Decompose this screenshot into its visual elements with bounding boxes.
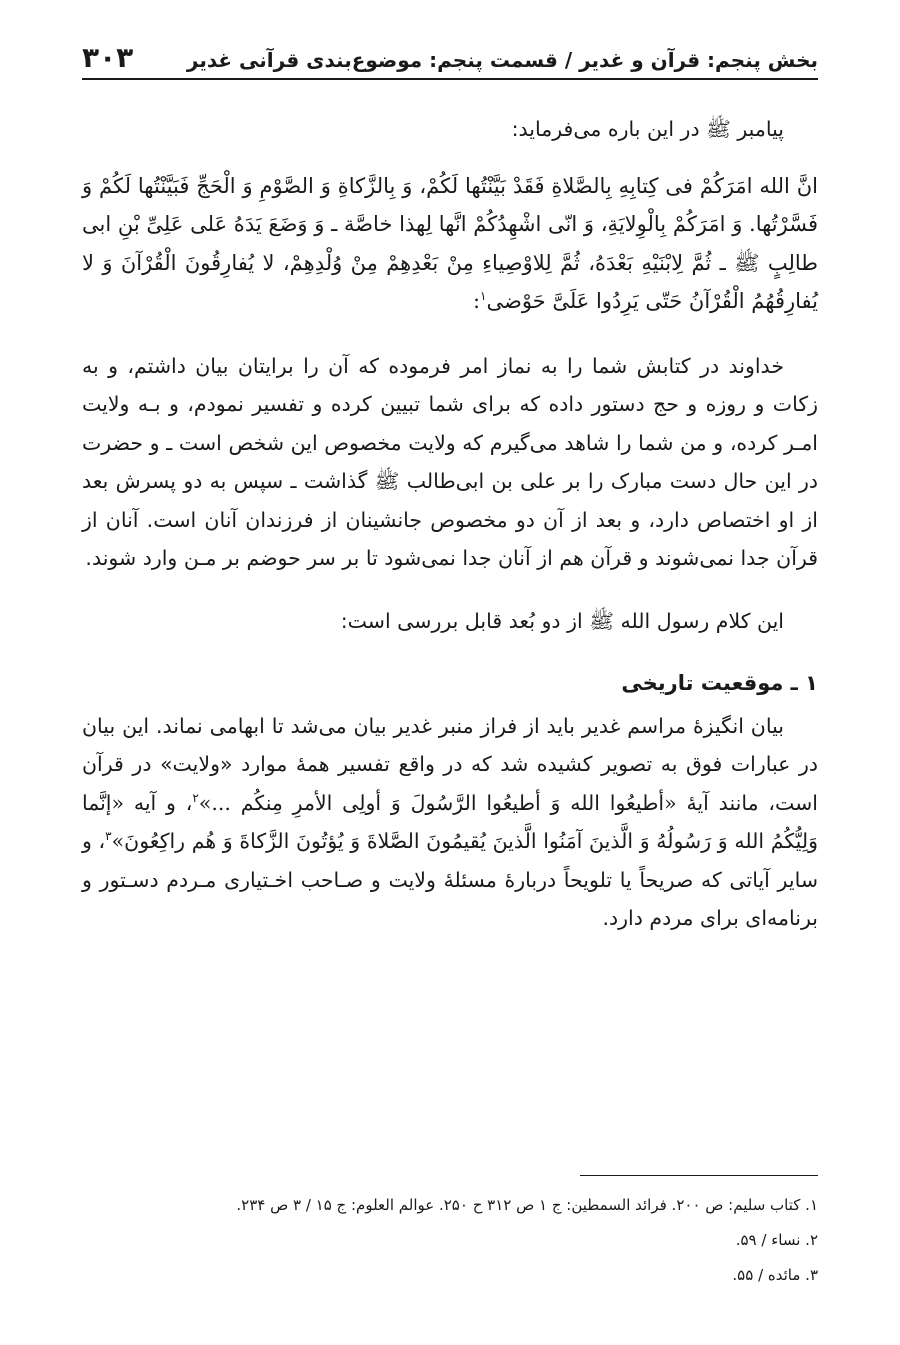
hadith-body: انَّ الله امَرَکُمْ فی کِتابِهِ بِالصَّلاةِ فَقَدْ بَیَّنْتُها لَکُمْ، وَ بِالزَّکاةِ وَ الصَّوْمِ وَ الْحَجِّ فَبَیَّنْتُها لَکُمْ وَ فَسَّرْتُها. وَ امَرَکُمْ بِالْوِلایَةِ، وَ انّی اشْهِدُکُمْ انَّها لِهذا خاصَّة ـ وَ وَضَعَ یَدَهُ عَلی عَلِیِّ بْنِ ابی طالِبٍ ﷺ ـ ثُمَّ لِابْنَیْهِ بَعْدَهُ، ثُمَّ لِلاوْصِیاءِ مِنْ بَعْدِهِمْ مِنْ وُلْدِهِمْ، لا یُفارِقُونَ الْقُرْآنَ وَ لا یُفارِقُهُمُ الْقُرْآنُ حَتّی یَرِدُوا عَلَیَّ حَوْضی (82, 173, 818, 313)
section-paragraph (82, 707, 818, 938)
quran-quote-2: «إنَّما وَلِیُّکُمُ الله وَ رَسُولُهُ وَ الَّذینَ آمَنُوا الَّذینَ یُقیمُونَ الصَّلاةَ وَ یُؤتُونَ الزَّکاةَ وَ هُم راکِعُونَ» (82, 790, 818, 853)
page-header (82, 38, 818, 80)
footnote-ref-2: ۲ (192, 790, 199, 805)
translation-paragraph: خداوند در کتابش شما را به نماز امر فرموده که آن را برایتان بیان داشتم، و به زکات و روزه و حج دستور داده که برای شما تبیین کرده و تفسیر نمودم، و بـه ولایت امـر کرده، و من شما را شاهد می‌گیرم که ولایت مخصوص این شخص است ـ و حضرت در این حال دست مبارک را بر علی بن ابی‌طالب ﷺ گذاشت ـ سپس به دو پسرش بعد از او اختصاص دارد، و بعد از آن دو مخصوص جانشینان از فرزندان آنان است. آنان از قرآن جدا نمی‌شوند و قرآن هم از آنان جدا نمی‌شود تا بر سر حوضم بر مـن وارد شوند. (82, 353, 818, 570)
hadith-end-mark: : (472, 289, 481, 313)
intro-line: پیامبر ﷺ در این باره می‌فرماید: (511, 117, 784, 141)
running-title: بخش پنجم: قرآن و غدیر / قسمت پنجم: موضوع‌بندی قرآنی غدیر (186, 48, 818, 72)
footnote-1: ۱. کتاب سلیم: ص ۲۰۰. فرائد السمطین: ج ۱ ص ۳۱۲ ح ۲۵۰. عوالم العلوم: ج ۱۵ / ۳ ص ۲۳۴. (236, 1196, 818, 1214)
footnote-divider (580, 1175, 818, 1176)
quran-quote-1: «أطیعُوا الله وَ أطیعُوا الرَّسُولَ وَ أولِی الأمرِ مِنکُم ...» (198, 790, 677, 815)
footnote-ref-1: ۱ (480, 289, 487, 303)
footnote-ref-3: ۳ (105, 829, 112, 844)
hadith-text (82, 167, 818, 321)
footnote-2: ۲. نساء / ۵۹. (735, 1231, 818, 1249)
section-text-2: ، و آیه (124, 790, 193, 815)
footnote-3: ۳. مائده / ۵۵. (732, 1266, 818, 1284)
footnotes (82, 1188, 818, 1293)
section-text-1: بیان انگیزهٔ مراسم غدیر باید از فراز منبر غدیر بیان می‌شد تا ابهامی نماند. این بیان در عبارات فوق به تصویر کشیده شد که در واقع تفسیر همهٔ موارد «ولایت» در قرآن است، مانند آیهٔ (82, 713, 818, 815)
section-text-3: ، و سایر آیاتی که صریحاً یا تلویحاً دربارهٔ مسئلهٔ ولایت و صـاحب اخـتیاری مـردم دسـتور و برنامه‌ای برای مردم دارد. (82, 829, 818, 930)
page-number: ۳۰۳ (82, 41, 134, 74)
lead-paragraph: این کلام رسول الله ﷺ از دو بُعد قابل بررسی است: (340, 608, 784, 633)
body-text (82, 108, 818, 938)
section-heading: ۱ ـ موقعیت تاریخی (621, 671, 818, 695)
